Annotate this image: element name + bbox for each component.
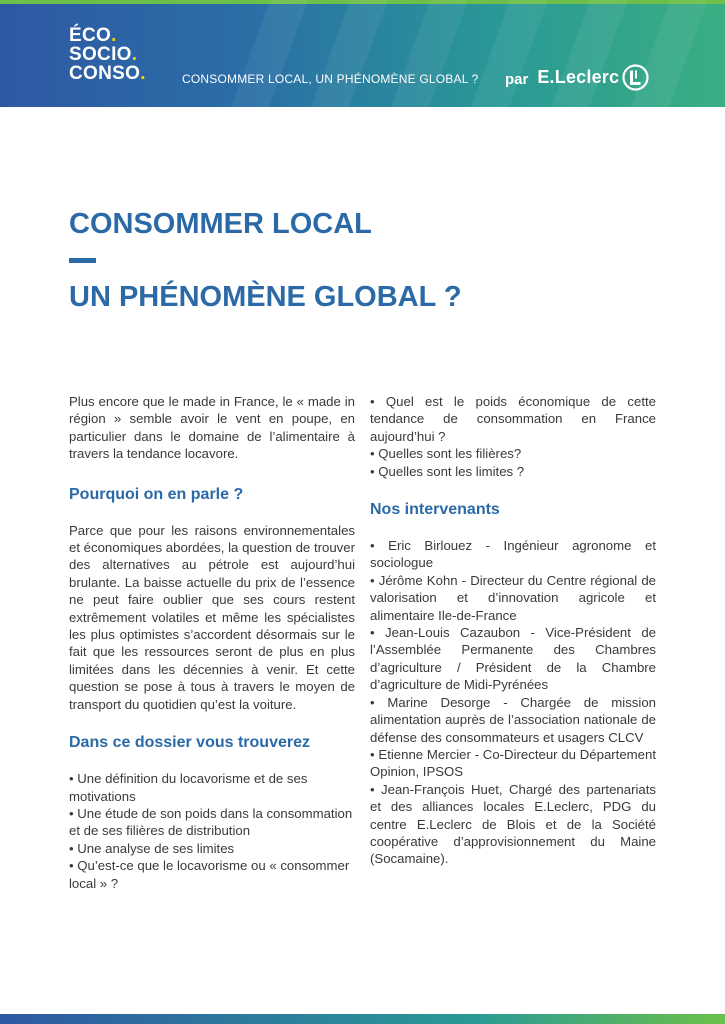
list-item: • Marine Desorge - Chargée de mission alimentation auprès de l’association nationale de défense des consommateurs et usagers CLCV: [370, 694, 656, 745]
banner-stripe: [223, 0, 316, 107]
dossier-list: [69, 770, 355, 892]
why-heading: Pourquoi on en parle ?: [69, 485, 244, 503]
dossier-list-continued: [370, 393, 656, 480]
page-title-line1: CONSOMMER LOCAL: [69, 208, 372, 240]
intro-paragraph: Plus encore que le made in France, le « made in région » semble avoir le vent en poupe, en particulier dans le domaine de l’alimentaire à travers la tendance locavore.: [69, 394, 355, 462]
banner-tagline: CONSOMMER LOCAL, UN PHÉNOMÈNE GLOBAL ?: [182, 72, 479, 86]
list-item: • Une analyse de ses limites: [69, 840, 235, 856]
right-column: [370, 393, 656, 868]
eco-socio-conso-logo: ÉCO. SOCIO. CONSO.: [69, 25, 146, 84]
list-item: • Quelles sont les filières?: [370, 446, 522, 462]
list-item: • Jean-François Huet, Chargé des partenariats et des alliances locales E.Leclerc, PDG du centre E.Leclerc de Blois et de la Société coopérative d’approvisionnement du Maine (Socamaine).: [370, 781, 656, 867]
header-banner: [0, 0, 725, 107]
list-item: • Etienne Mercier - Co-Directeur du Département Opinion, IPSOS: [370, 746, 656, 780]
title-dash: [69, 258, 96, 263]
why-paragraph: Parce que pour les raisons environnementales et économiques abordées, la question de trouver des alternatives au pétrole est aujourd’hui brulante. La baisse actuelle du prix de l’essence ne peut faire oublier que ses cours restent extrêmement volatiles et même les spécialistes les plus optimistes s’accordent désormais sur le fait que les ressources seront de plus en plus limitées dans les décennies à venir. Et cette question se pose à tous à travers le moyen de transport du quotidien qu’est la voiture.: [69, 522, 355, 712]
left-column: [69, 393, 355, 892]
list-item: • Jérôme Kohn - Directeur du Centre régional de valorisation et d’innovation agricole et alimentaire Ile-de-France: [370, 572, 656, 623]
speakers-list: [370, 537, 656, 868]
leclerc-l-circle-icon: [622, 64, 649, 91]
speakers-heading: Nos intervenants: [370, 501, 500, 519]
list-item: • Une définition du locavorisme et de ses motivations: [69, 771, 308, 804]
brand-name: E.Leclerc: [537, 67, 620, 87]
leclerc-brand: [505, 64, 649, 91]
list-item: • Eric Birlouez - Ingénieur agronome et sociologue: [370, 538, 656, 571]
list-item: • Quelles sont les limites ?: [370, 463, 525, 479]
brand-par: par: [505, 71, 529, 88]
page-title-line2: UN PHÉNOMÈNE GLOBAL ?: [69, 281, 462, 313]
list-item: • Jean-Louis Cazaubon - Vice-Président de l’Assemblée Permanente des Chambres d’agriculture / Président de la Chambre d’agriculture de Midi-Pyrénées: [370, 625, 656, 693]
banner-stripe: [383, 0, 476, 107]
dossier-heading: Dans ce dossier vous trouverez: [69, 734, 310, 752]
banner-stripe: [303, 0, 396, 107]
footer-stripe: [0, 1014, 725, 1024]
list-item: • Une étude de son poids dans la consommation et de ses filières de distribution: [69, 805, 353, 839]
list-item: • Quel est le poids économique de cette tendance de consommation en France aujourd’hui ?: [370, 394, 656, 444]
list-item: • Qu’est-ce que le locavorisme ou « consommer local » ?: [69, 858, 350, 891]
